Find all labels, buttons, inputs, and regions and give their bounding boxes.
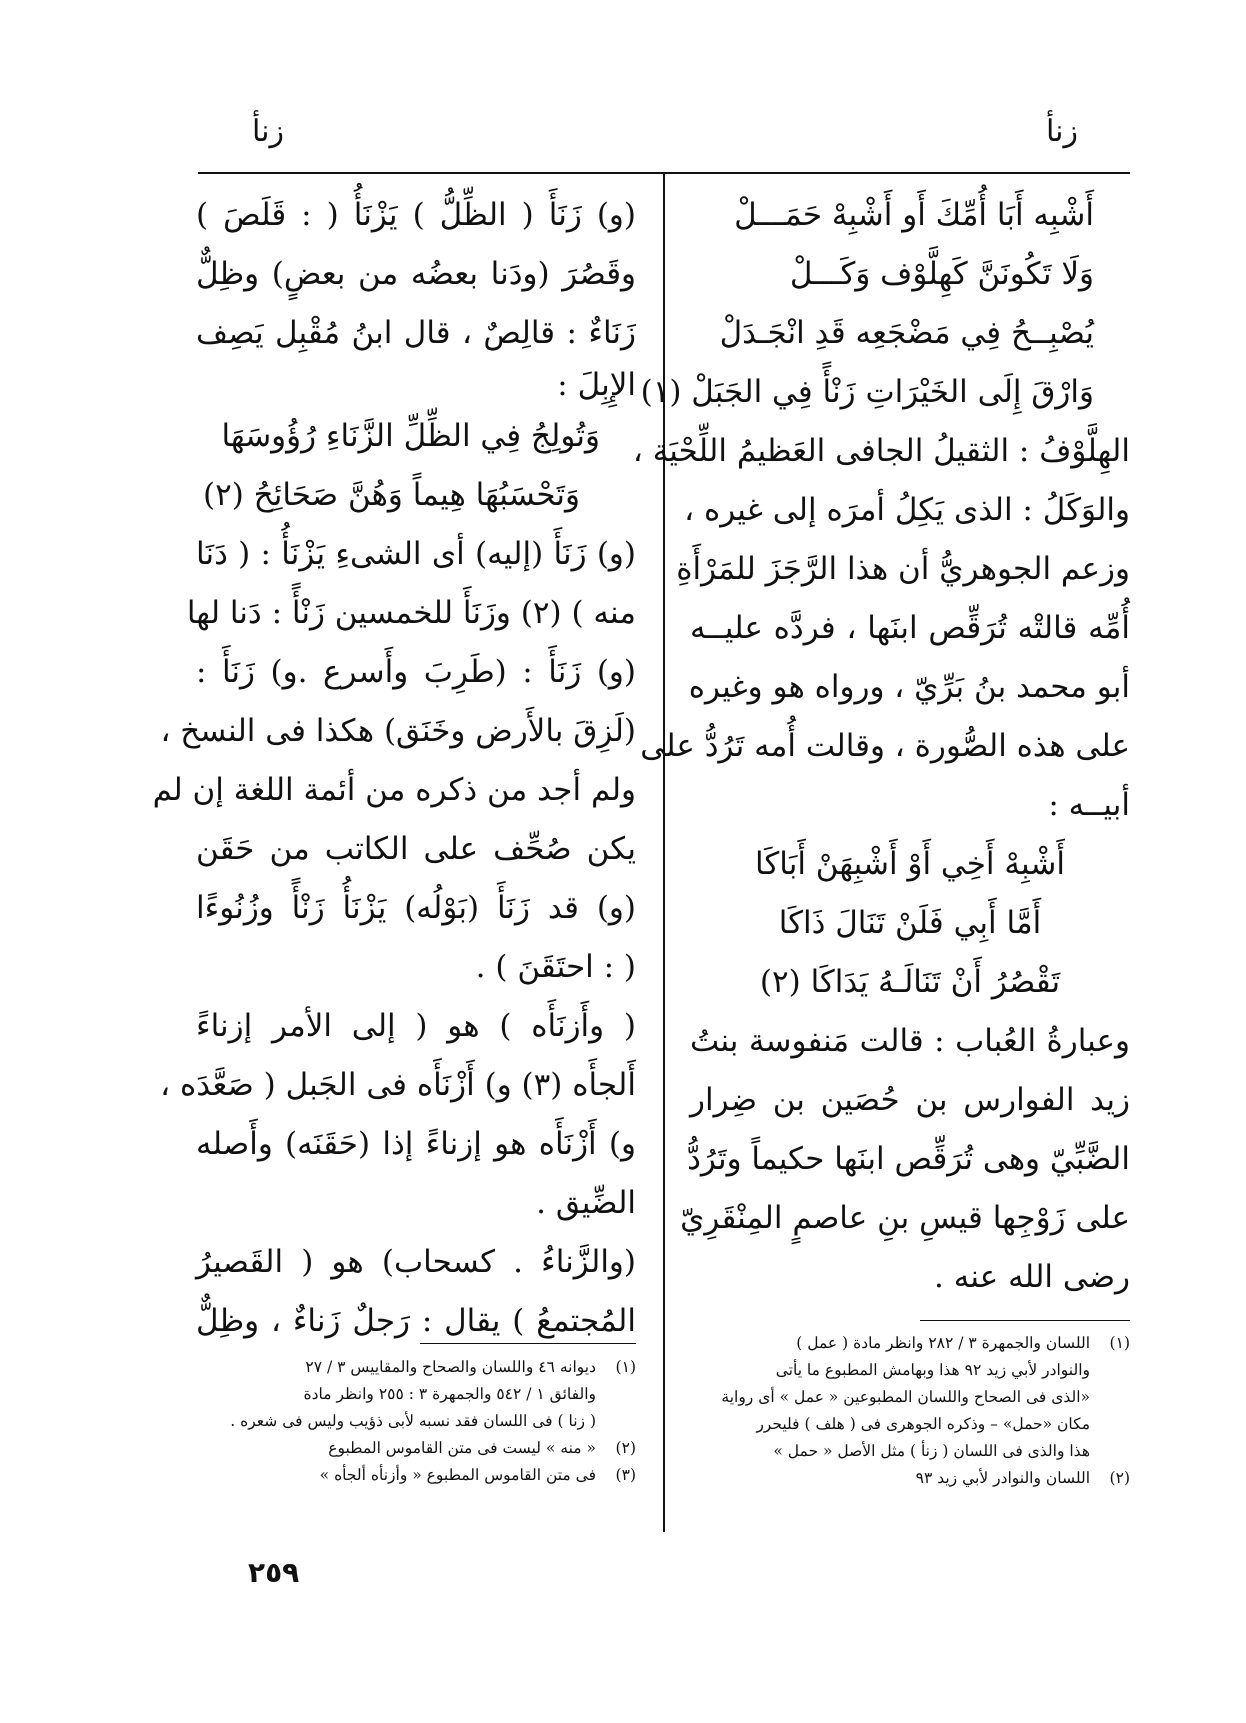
text-line: الإِبِلَ : <box>557 367 636 403</box>
verse-line: أَمَّا أَبِي فَلَنْ تَنَالَ ذَاكَا <box>778 905 1042 941</box>
footnote-line <box>196 1381 636 1408</box>
verse-line: وَتَحْسَبُهَا هِيماً وَهُنَّ صَحَائِحُ (٢) <box>202 477 580 513</box>
footnote-line <box>196 1462 636 1489</box>
text-line: ( : احتَقَنَ ) . <box>475 949 636 985</box>
page-number: ٢٥٩ <box>248 1556 300 1589</box>
text-line: وعبارةُ العُباب : قالت مَنفوسة بنتُ <box>690 1023 1130 1059</box>
footnote-text: « منه » ليست فى متن القاموس المطبوع <box>328 1439 596 1457</box>
text-line: أَلجأَه (٣) و) أَزْنَأَه فى الجَبل ( صَعَّدَه ، <box>160 1067 636 1103</box>
footnote-line <box>690 1465 1130 1492</box>
footnote-line <box>690 1438 1130 1465</box>
footnote-line <box>196 1408 636 1435</box>
footnote-text: هذا والذى فى اللسان ( زنأ ) مثل الأصل « حمل » <box>773 1442 1090 1460</box>
text-line: (و) زَنَأَ ( الظِّلُّ ) يَزْنَأُ ( : قَلَصَ ) <box>196 197 636 233</box>
right-column <box>632 186 1130 1307</box>
footnote-text: اللسان والنوادر لأبي زيد ٩٣ <box>915 1469 1090 1487</box>
footnote-text: مكان «حمل» – وذكره الجوهرى فى ( هلف ) فليحرر <box>756 1415 1090 1433</box>
verse-line: أَشْبِهْ أَخِي أَوْ أَشْبِهَنْ أَبَاكَا <box>755 846 1065 882</box>
left-column <box>152 186 636 1351</box>
footnote-rule-left <box>420 1343 636 1344</box>
footnotes-right <box>690 1330 1130 1492</box>
footnote-text: «الذى فى الصحاح واللسان المطبوعين « عمل » أى رواية <box>721 1388 1090 1406</box>
footnote-number: (٢) <box>1109 1469 1130 1487</box>
text-line: (و) قد زَنَأَ (بَوْلُه) يَزْنَأُ زَنْأً وزُنُوءًا <box>196 890 636 926</box>
text-line: الضِّيق . <box>536 1185 636 1221</box>
text-line: (و) زَنَأَ (إليه) أى الشىءِ يَزْنَأُ : ( دَنَا <box>196 536 636 572</box>
footnote-number: (٣) <box>615 1466 636 1484</box>
text-line: ولم أجد من ذكره من أئمة اللغة إن لم <box>152 772 636 808</box>
footnote-line <box>196 1354 636 1381</box>
footnote-line <box>690 1411 1130 1438</box>
footnote-line <box>196 1435 636 1462</box>
footnote-rule-right <box>920 1320 1130 1321</box>
verse-line: تَقْصُرُ أَنْ تَنَالَـهُ يَدَاكَا (٢) <box>759 964 1061 1000</box>
header-entry-word-right: زنأ <box>1046 114 1078 149</box>
text-line: رضى الله عنه . <box>934 1259 1130 1295</box>
text-line: ( وأَزنَأَه ) هو ( إلى الأمر إزناءً <box>196 1008 636 1044</box>
text-line: و) أَزْنَأَه هو إزناءً إذا (حَقَنَه) وأَصله <box>196 1126 636 1162</box>
footnote-line <box>690 1357 1130 1384</box>
footnote-number: (٢) <box>615 1439 636 1457</box>
text-line: زَنَاءٌ : قالِصٌ ، قال ابنُ مُقْبِل يَصِف <box>196 315 636 351</box>
text-line: يكن صُحِّف على الكاتب من حَقَن <box>196 831 636 867</box>
header-entry-word-left: زنأ <box>252 114 284 149</box>
text-line: أُمِّه قالتْه تُرَقِّص ابنَها ، فردَّه عليــه <box>690 610 1130 646</box>
footnote-text: ديوانه ٤٦ واللسان والصحاح والمقاييس ٣ / ٢٧ <box>305 1358 596 1376</box>
text-line: الضَّبِّيّ وهى تُرَقِّص ابنَها حكيماً وتَرُدُّ <box>687 1141 1130 1177</box>
footnote-number: (١) <box>1109 1334 1130 1352</box>
text-line: (لَزِقَ بالأَرض وخَنَق) هكذا فى النسخ ، <box>160 713 636 749</box>
text-line: على هذه الصُّورة ، وقالت أُمه تَرُدُّ على <box>640 728 1130 764</box>
text-line: أبو محمد بنُ بَرِّيّ ، ورواه هو وغيره <box>688 669 1130 705</box>
footnote-text: والنوادر لأبي زيد ٩٢ هذا وبهامش المطبوع ما يأتى <box>775 1361 1090 1379</box>
footnote-number: (١) <box>615 1358 636 1376</box>
verse-line: وَتُولِجُ فِي الظِّلِّ الزَّنَاءِ رُؤُوسَهَا <box>221 418 600 454</box>
footnote-line <box>690 1330 1130 1357</box>
text-line: زيد الفوارس بن حُصَين بن ضِرار <box>690 1082 1130 1118</box>
text-line: أبيــه : <box>1048 787 1130 823</box>
text-line: (والزَّناءُ . كسحاب) هو ( القَصيرُ <box>196 1244 636 1280</box>
footnote-text: والفائق ١ / ٥٤٢ والجمهرة ٣ : ٢٥٥ وانظر مادة <box>303 1385 596 1403</box>
text-line: الهِلَّوْفُ : الثقيلُ الجافى العَظيمُ اللِّحْيَة ، <box>632 433 1130 469</box>
footnote-line <box>690 1384 1130 1411</box>
verse-line: أَشْبِه أَبَا أُمِّكَ أَو أَشْبِهْ حَمَـــلْ <box>734 197 1094 233</box>
text-line: (و) زَنَأَ : (طَرِبَ وأَسرع .و) زَنَأَ : <box>196 654 636 690</box>
text-line: على زَوْجِها قيسِ بنِ عاصمٍ المِنْقَرِيّ <box>680 1200 1130 1236</box>
text-line: منه ) (٢) وزَنَأَ للخمسين زَنْأً : دَنا لها <box>186 595 636 631</box>
text-line: والوَكَلُ : الذى يَكِلُ أمرَه إلى غيره ، <box>684 492 1130 528</box>
footnote-text: فى متن القاموس المطبوع « وأزنأه ألجأه » <box>319 1466 596 1484</box>
text-line: وزعم الجوهريُّ أن هذا الرَّجَزَ للمَرْأَةِ <box>676 551 1130 587</box>
verse-line: وَارْقَ إِلَى الخَيْرَاتِ زَنْأً فِي الجَبَلْ (١) <box>640 374 1094 410</box>
footnote-text: اللسان والجمهرة ٣ / ٢٨٢ وانظر مادة ( عمل ) <box>796 1334 1090 1352</box>
text-line: المُجتمعُ ) يقال : رَجلٌ زَناءٌ ، وظِلٌّ <box>196 1303 636 1339</box>
text-line: وقَصُرَ (ودَنا بعضُه من بعضٍ) وظِلٌّ <box>196 256 636 292</box>
footnotes-left <box>196 1354 636 1489</box>
verse-line: يُصْبِــحُ فِي مَضْجَعِه قَدِ انْجَـدَلْ <box>719 315 1094 351</box>
verse-line: وَلَا تَكُونَنَّ كَهِلَّوْف وَكَـــلْ <box>789 256 1094 292</box>
footnote-text: ( زنا ) فى اللسان فقد نسبه لأبى ذؤيب وليس فى شعره . <box>230 1412 596 1430</box>
